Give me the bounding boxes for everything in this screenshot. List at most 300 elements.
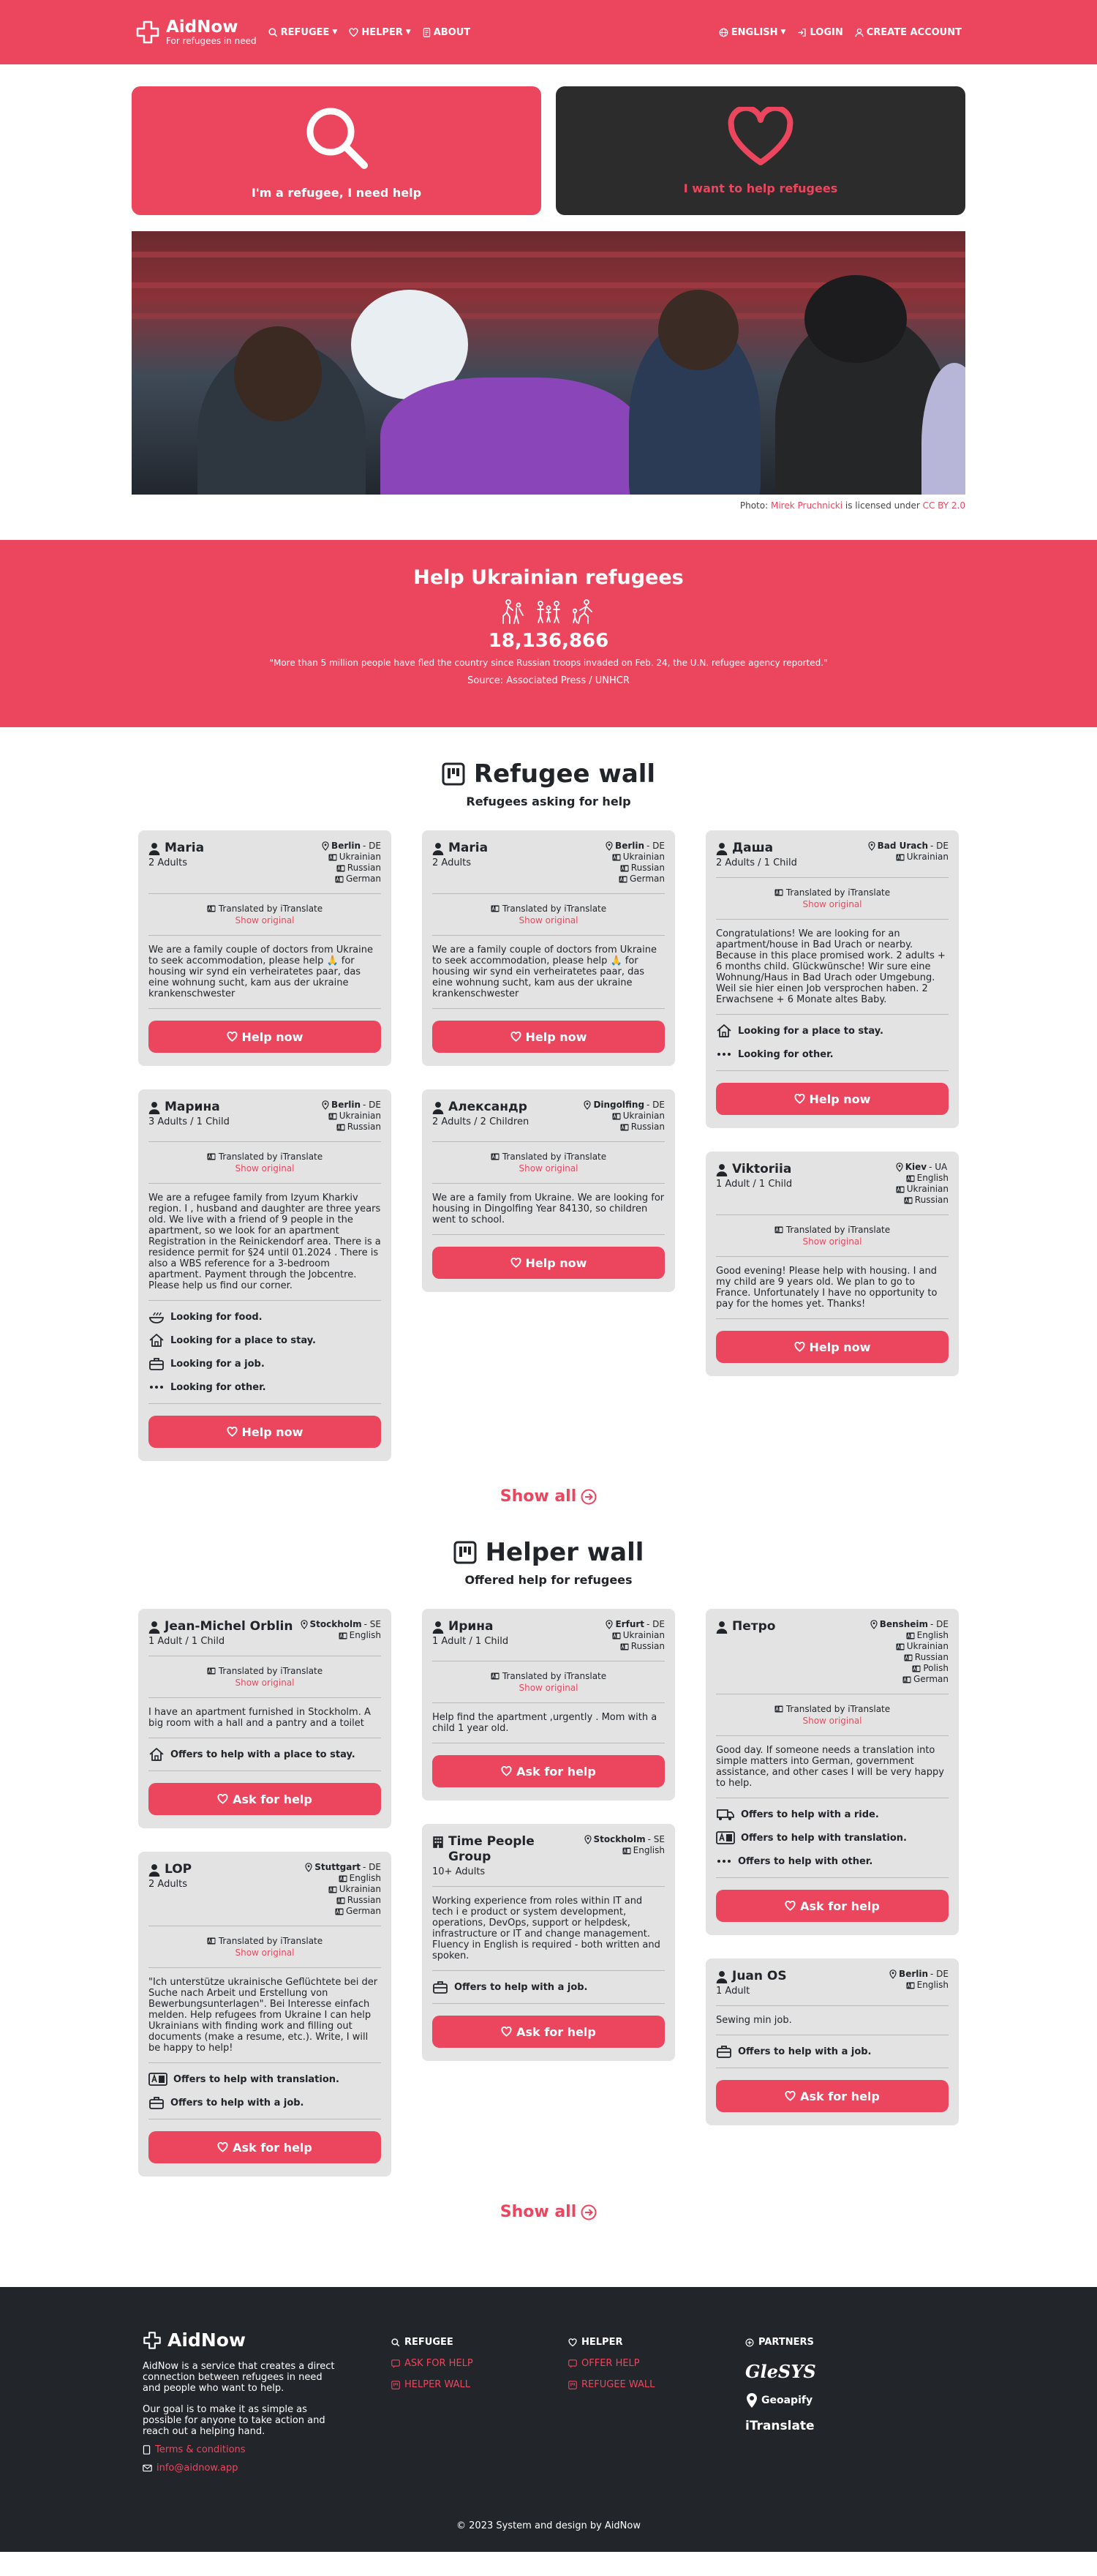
card-group-size: 1 Adult / 1 Child <box>432 1636 509 1647</box>
translate-icon <box>906 1982 915 1989</box>
helper-card <box>706 1609 959 1935</box>
translate-icon <box>896 1643 905 1651</box>
help-now-button[interactable]: Help now <box>716 1331 949 1363</box>
document-icon <box>423 28 431 37</box>
card-language: Ukrainian <box>305 1884 381 1895</box>
helper-card <box>138 1852 391 2177</box>
map-pin-icon <box>889 1969 897 1979</box>
caret-down-icon: ▼ <box>405 29 411 36</box>
translate-icon <box>339 1632 347 1640</box>
refugee-card <box>706 830 959 1128</box>
wall-column <box>138 1609 391 2177</box>
helper-offer-help-card[interactable] <box>556 86 965 215</box>
card-location: Berlin - DE <box>322 841 381 852</box>
card-language: Polish <box>870 1663 949 1674</box>
refugee-need-help-card[interactable] <box>132 86 541 215</box>
card-message: We are a family from Ukraine. We are looking for housing in Dingolfing Year 84130, so children went to school. <box>432 1193 665 1225</box>
arrow-right-circle-icon <box>581 2204 597 2220</box>
help-now-button[interactable]: Help now <box>432 1021 665 1053</box>
card-need-item: Offers to help with translation. <box>716 1830 949 1845</box>
ask-for-help-button[interactable]: Ask for help <box>148 1783 381 1815</box>
card-location: Kiev - UA <box>896 1162 949 1173</box>
card-message: Good evening! Please help with housing. I and my child are 9 years old. We plan to go to France. Unfortunately I have no opportunity to pay for the homes yet. Thanks! <box>716 1266 938 1310</box>
wall-column <box>422 1609 675 2061</box>
translate-icon <box>207 905 216 912</box>
footer-brand: AidNow <box>143 2329 391 2351</box>
ask-for-help-button[interactable]: Ask for help <box>148 2131 381 2163</box>
card-group-size: 3 Adults / 1 Child <box>148 1116 230 1127</box>
card-language: Ukrainian <box>322 852 381 863</box>
card-language: English <box>870 1630 949 1641</box>
person-icon <box>432 1621 444 1634</box>
translate-icon <box>328 1886 337 1893</box>
job-icon <box>148 1356 165 1371</box>
card-need-item: Looking for other. <box>148 1380 381 1394</box>
help-now-button[interactable]: Help now <box>716 1083 949 1115</box>
license-link[interactable]: CC BY 2.0 <box>922 500 965 511</box>
card-name: Maria <box>165 841 205 855</box>
person-icon <box>716 1970 728 1983</box>
ask-for-help-button[interactable]: Ask for help <box>432 1755 665 1787</box>
heart-icon <box>794 1342 805 1352</box>
card-message: Working experience from roles within IT and tech i e product or system development, operations, DevOps, support or helpdesk, infrastructure or IT and change management. Fluency in English is required - both written and spoken. <box>432 1896 660 1961</box>
card-name: Time People Group <box>448 1834 535 1864</box>
footer-helper-heading: HELPER <box>568 2337 745 2348</box>
card-need-item: Offers to help with translation. <box>148 2072 381 2087</box>
wall-column <box>706 1609 959 2125</box>
partner-itranslate-logo[interactable]: iTranslate <box>745 2419 815 2433</box>
chat-heart-icon <box>391 2359 400 2368</box>
job-icon <box>148 2095 165 2110</box>
card-group-size: 2 Adults / 1 Child <box>716 857 797 868</box>
helper-wall-title: Helper wall <box>0 1538 1097 1567</box>
partner-glesys-logo[interactable]: GleSYS <box>745 2361 816 2382</box>
show-original-link[interactable]: Show original <box>519 915 578 925</box>
heart-icon <box>217 2142 228 2152</box>
refugee-show-all-link[interactable]: Show all <box>0 1487 1097 1506</box>
card-need-item: Looking for a job. <box>148 1356 381 1371</box>
card-name: Александр <box>448 1100 527 1114</box>
card-message: Sewing min job. <box>716 2015 792 2026</box>
email-link[interactable]: info@aidnow.app <box>143 2463 391 2474</box>
translate-icon <box>336 1124 345 1131</box>
search-icon <box>268 28 278 37</box>
help-now-button[interactable]: Help now <box>148 1021 381 1053</box>
translate-icon <box>207 1153 216 1160</box>
user-icon <box>855 28 864 37</box>
translate-icon <box>620 865 629 872</box>
search-icon <box>301 102 372 173</box>
house-icon <box>148 1333 165 1348</box>
card-message: I have an apartment furnished in Stockholm. A big room with a hall and a pantry and a toilet <box>148 1707 371 1729</box>
wall-column <box>706 830 959 1376</box>
card-group-size: 1 Adult <box>716 1986 750 1997</box>
map-pin-icon <box>745 2392 758 2408</box>
refugee-card <box>706 1152 959 1376</box>
card-name: Марина <box>165 1100 220 1114</box>
banner-quote: "More than 5 million people have fled the country since Russian troops invaded on Feb. 24, the U.N. refugee agency reported." <box>269 658 828 668</box>
card-message: Good day. If someone needs a translation into simple matters into German, government assistance, and other cases I will be very happy to help. <box>716 1745 944 1789</box>
nav-about-label: ABOUT <box>433 26 471 38</box>
card-group-size: 10+ Adults <box>432 1866 486 1877</box>
translation-notice: Translated by iTranslate Show original <box>148 903 381 926</box>
map-pin-icon <box>870 1620 878 1629</box>
heart-icon <box>349 28 358 37</box>
caret-down-icon: ▼ <box>780 29 786 36</box>
refugee-wall-subtitle: Refugees asking for help <box>466 795 631 808</box>
ride-icon <box>716 1807 735 1822</box>
refugee-card <box>138 1089 391 1461</box>
show-original-link[interactable]: Show original <box>802 899 862 909</box>
card-location: Berlin - DE <box>606 841 665 852</box>
photo-author-link[interactable]: Mirek Pruchnicki <box>770 500 843 511</box>
heart-icon <box>227 1032 238 1042</box>
card-location: Bad Urach - DE <box>868 841 949 852</box>
translate-icon <box>148 2072 167 2087</box>
translate-icon <box>622 1847 631 1855</box>
ask-for-help-button[interactable]: Ask for help <box>716 2080 949 2112</box>
map-pin-icon <box>322 1100 329 1110</box>
footer-ask-for-help-link[interactable]: ASK FOR HELP <box>391 2358 568 2369</box>
card-group-size: 1 Adult / 1 Child <box>148 1636 225 1647</box>
card-location: Stockholm - SE <box>584 1834 665 1845</box>
person-icon <box>148 842 160 855</box>
card-group-size: 2 Adults <box>148 1879 188 1890</box>
login-label: LOGIN <box>810 26 843 38</box>
card-language: English <box>305 1873 381 1884</box>
card-language: Ukrainian <box>868 852 949 863</box>
card-name: Jean-Michel Orblin <box>165 1619 293 1634</box>
show-original-link[interactable]: Show original <box>235 1948 295 1958</box>
refugee-card <box>422 1089 675 1292</box>
refugee-wall-grid <box>138 830 959 1461</box>
card-language: German <box>870 1674 949 1685</box>
map-pin-icon <box>305 1863 312 1872</box>
brand-tagline: For refugees in need <box>166 36 257 46</box>
translate-icon <box>906 1175 915 1182</box>
translation-notice: Translated by iTranslate Show original <box>716 1703 949 1727</box>
card-name: Viktoriia <box>732 1162 792 1176</box>
helper-wall-section <box>0 1538 1097 2221</box>
map-pin-icon <box>584 1835 592 1844</box>
translate-icon <box>619 876 627 883</box>
banner-source: Source: Associated Press / UNHCR <box>467 675 630 686</box>
helper-wall-subtitle: Offered help for refugees <box>464 1573 633 1587</box>
person-icon <box>716 1163 728 1176</box>
card-language: Russian <box>606 863 665 874</box>
chat-heart-icon <box>568 2359 577 2368</box>
card-language: English <box>301 1630 381 1641</box>
person-icon <box>432 1101 444 1114</box>
heart-icon <box>510 1032 521 1042</box>
plus-circle-icon <box>745 2338 754 2347</box>
helper-card-label: I want to help refugees <box>683 181 838 195</box>
food-icon <box>148 1310 165 1324</box>
action-cards <box>132 86 965 215</box>
translate-icon <box>904 1654 913 1661</box>
wall-column <box>138 830 391 1461</box>
card-message: "Ich unterstütze ukrainische Geflüchtete bei der Suche nach Arbeit und Erstellung von Bewerbungsunterlagen". Bei Interesse einfach melden. Help refugees from Ukraine I can help Ukrainians with finding work and filling out documents (make a resume, etc.). Write, I will be happy to help! <box>148 1977 378 2054</box>
helper-card <box>138 1609 391 1828</box>
translate-icon <box>612 1632 621 1640</box>
card-language: Russian <box>322 1122 381 1133</box>
card-language: Ukrainian <box>606 852 665 863</box>
person-icon <box>148 1101 160 1114</box>
navbar <box>0 0 1097 64</box>
footer-partners-heading: PARTNERS <box>745 2337 891 2348</box>
nav-helper-label: HELPER <box>361 26 403 38</box>
helper-wall-grid <box>138 1609 959 2177</box>
translate-icon <box>491 1153 500 1160</box>
card-group-size: 2 Adults / 2 Children <box>432 1116 529 1127</box>
person-icon <box>148 1621 160 1634</box>
footer <box>0 2287 1097 2552</box>
envelope-icon <box>143 2464 152 2472</box>
heart-icon <box>794 1094 805 1104</box>
card-language: Ukrainian <box>606 1630 665 1641</box>
translation-notice: Translated by iTranslate Show original <box>716 1224 949 1247</box>
show-original-link[interactable]: Show original <box>802 1716 862 1726</box>
arrow-right-circle-icon <box>581 1489 597 1505</box>
dots-icon <box>716 1854 732 1869</box>
card-name: Maria <box>448 841 489 855</box>
language-label: ENGLISH <box>731 26 778 38</box>
translation-notice: Translated by iTranslate Show original <box>148 1665 381 1689</box>
partner-geoapify-logo[interactable]: Geoapify <box>745 2392 891 2408</box>
refugee-wall-section <box>0 759 1097 1506</box>
card-language: English <box>889 1980 949 1991</box>
footer-description: AidNow is a service that creates a direct connection between refugees in need and people who want to help. <box>143 2361 335 2394</box>
card-need-item: Looking for a place to stay. <box>716 1024 949 1038</box>
heart-icon <box>217 1794 228 1804</box>
refugee-card <box>138 830 391 1066</box>
card-location: Dingolfing - DE <box>584 1100 665 1111</box>
translate-icon <box>906 1632 915 1640</box>
translate-icon <box>339 1875 347 1882</box>
kanban-board-icon <box>391 2381 400 2389</box>
translate-icon <box>904 1197 913 1204</box>
card-location: Berlin - DE <box>889 1969 949 1980</box>
footer-goal: Our goal is to make it as simple as possible for anyone to take action and reach out a helping hand. <box>143 2404 325 2437</box>
heart-icon <box>785 2091 796 2101</box>
card-need-item: Offers to help with other. <box>716 1854 949 1869</box>
card-language: Russian <box>606 1641 665 1652</box>
language-dropdown[interactable] <box>719 27 786 38</box>
card-language: Russian <box>896 1195 949 1206</box>
nav-refugee-label: REFUGEE <box>280 26 330 38</box>
nav-about-link[interactable] <box>423 27 470 38</box>
footer-refugee-wall-link[interactable]: REFUGEE WALL <box>568 2379 745 2390</box>
card-language: German <box>305 1906 381 1917</box>
show-original-link[interactable]: Show original <box>235 1163 295 1174</box>
nav-refugee-dropdown[interactable] <box>268 27 338 38</box>
translate-icon <box>491 1672 500 1680</box>
card-language: English <box>896 1173 949 1184</box>
card-language: Ukrainian <box>584 1111 665 1122</box>
heart-icon <box>510 1258 521 1268</box>
translate-icon <box>902 1676 911 1683</box>
card-group-size: 2 Adults <box>148 857 188 868</box>
card-location: Stockholm - SE <box>301 1619 381 1630</box>
card-need-item: Offers to help with a place to stay. <box>148 1747 381 1762</box>
card-name: LOP <box>165 1862 192 1877</box>
translate-icon <box>774 1705 783 1713</box>
translate-icon <box>491 905 500 912</box>
helper-card <box>422 1824 675 2061</box>
card-location: Berlin - DE <box>322 1100 381 1111</box>
card-language: Russian <box>305 1895 381 1906</box>
card-location: Stuttgart - DE <box>305 1862 381 1873</box>
person-icon <box>432 842 444 855</box>
card-name: Ирина <box>448 1619 494 1634</box>
card-need-item: Offers to help with a ride. <box>716 1807 949 1822</box>
building-icon <box>432 1836 444 1849</box>
create-account-link[interactable] <box>855 27 962 38</box>
translate-icon <box>612 854 621 861</box>
footer-refugee-heading: REFUGEE <box>391 2337 568 2348</box>
person-icon <box>716 1621 728 1634</box>
refugee-wall-title: Refugee wall <box>0 759 1097 789</box>
card-language: Russian <box>870 1652 949 1663</box>
card-need-item: Looking for food. <box>148 1310 381 1324</box>
card-need-item: Looking for a place to stay. <box>148 1333 381 1348</box>
terms-link[interactable]: Terms & conditions <box>143 2444 391 2455</box>
kanban-board-icon <box>442 762 465 786</box>
card-message: We are a family couple of doctors from Ukraine to seek accommodation, please help 🙏 for housing wir synd ein verheiratetes paar, das eine wohnung sucht, kam aus der ukraine krankenschwester <box>148 945 373 999</box>
card-group-size: 2 Adults <box>432 857 472 868</box>
translate-icon <box>207 1937 216 1945</box>
brand-logo-link[interactable] <box>135 18 257 46</box>
footer-offer-help-link[interactable]: OFFER HELP <box>568 2358 745 2369</box>
person-icon <box>148 1863 160 1877</box>
caret-down-icon: ▼ <box>332 29 338 36</box>
house-icon <box>716 1024 732 1038</box>
helper-show-all-link[interactable]: Show all <box>0 2203 1097 2221</box>
card-message: We are a refugee family from Izyum Kharkiv region. I , husband and daughter are three years old. We live with a friend of 9 people in the apartment, so we look for an apartment Registration in the Reinickendorf area. There is a residence permit for §24 until 01.2024 . There is also a WBS reference for a 3-bedroom apartment. Payment through the Jobcentre. Please help us find our corner. <box>148 1193 381 1291</box>
map-pin-icon <box>868 841 875 851</box>
copyright: © 2023 System and design by AidNow <box>456 2520 641 2531</box>
dots-icon <box>716 1047 732 1062</box>
card-language: German <box>606 874 665 885</box>
translate-icon <box>335 1908 344 1915</box>
show-original-link[interactable]: Show original <box>235 915 295 925</box>
refugee-card <box>422 830 675 1066</box>
card-need-item: Offers to help with a job. <box>432 1980 665 1994</box>
card-need-item: Looking for other. <box>716 1047 949 1062</box>
card-name: Juan OS <box>732 1969 787 1983</box>
map-pin-icon <box>322 841 329 851</box>
map-pin-icon <box>606 841 613 851</box>
show-original-link[interactable]: Show original <box>519 1163 578 1174</box>
card-message: Help find the apartment ,urgently . Mom with a child 1 year old. <box>432 1712 657 1734</box>
stats-banner <box>0 540 1097 727</box>
house-icon <box>148 1747 165 1762</box>
card-need-item: Offers to help with a job. <box>148 2095 381 2110</box>
help-now-button[interactable]: Help now <box>148 1416 381 1448</box>
card-language: Ukrainian <box>870 1641 949 1652</box>
login-icon <box>797 28 807 37</box>
card-group-size: 1 Adult / 1 Child <box>716 1179 793 1190</box>
plus-cross-icon <box>143 2331 162 2350</box>
translation-notice: Translated by iTranslate Show original <box>148 1935 381 1959</box>
refugee-card-label: I'm a refugee, I need help <box>251 185 422 200</box>
translation-notice: Translated by iTranslate Show original <box>432 1670 665 1694</box>
translate-icon <box>716 1830 735 1845</box>
helper-card <box>422 1609 675 1800</box>
card-name: Петро <box>732 1619 776 1634</box>
map-pin-icon <box>606 1620 613 1629</box>
translate-icon <box>896 1186 905 1193</box>
show-original-link[interactable]: Show original <box>802 1236 862 1247</box>
translation-notice: Translated by iTranslate Show original <box>432 903 665 926</box>
translate-icon <box>774 1226 783 1233</box>
ask-for-help-button[interactable]: Ask for help <box>716 1890 949 1922</box>
card-need-item: Offers to help with a job. <box>716 2044 949 2059</box>
nav-helper-dropdown[interactable] <box>349 27 410 38</box>
job-icon <box>716 2044 732 2059</box>
translate-icon <box>336 1897 345 1904</box>
translate-icon <box>335 876 344 883</box>
translation-notice: Translated by iTranslate Show original <box>432 1151 665 1174</box>
card-message: We are a family couple of doctors from Ukraine to seek accommodation, please help 🙏 for housing wir synd ein verheiratetes paar, das eine wohnung sucht, kam aus der ukraine krankenschwester <box>432 945 657 999</box>
footer-helper-wall-link[interactable]: HELPER WALL <box>391 2379 568 2390</box>
heart-icon <box>568 2338 577 2347</box>
card-language: German <box>322 874 381 885</box>
show-original-link[interactable]: Show original <box>235 1678 295 1688</box>
wall-column <box>422 830 675 1292</box>
banner-title: Help Ukrainian refugees <box>413 566 684 589</box>
card-message: Congratulations! We are looking for an apartment/house in Bad Urach or nearby. Because in this place promised work. 2 adults + 6 months child. Glückwünsche! Wir sure eine Wohnung/Haus in Bad Urach oder Umgebung. Weil sie hier einen Job versprochen haben. 2 Erwachsene + 6 Monate altes Baby. <box>716 928 946 1005</box>
ask-for-help-button[interactable]: Ask for help <box>432 2016 665 2048</box>
heart-icon <box>785 1901 796 1911</box>
hero-photo <box>132 231 965 495</box>
heart-icon <box>501 2027 512 2037</box>
heart-icon <box>501 1766 512 1776</box>
show-original-link[interactable]: Show original <box>519 1683 578 1693</box>
brand-name: AidNow <box>166 18 238 37</box>
translate-icon <box>328 854 337 861</box>
card-language: Ukrainian <box>896 1184 949 1195</box>
map-pin-icon <box>896 1163 903 1172</box>
login-link[interactable] <box>797 27 842 38</box>
refugees-walking-icon <box>0 599 1097 624</box>
heart-icon <box>725 107 796 168</box>
globe-icon <box>719 28 728 37</box>
heart-icon <box>227 1427 238 1437</box>
translate-icon <box>336 865 345 872</box>
translate-icon <box>620 1124 629 1131</box>
dots-icon <box>148 1380 165 1394</box>
translate-icon <box>774 889 783 896</box>
refugee-count: 18,136,866 <box>488 630 609 652</box>
card-name: Даша <box>732 841 774 855</box>
plus-cross-icon <box>135 20 160 45</box>
translate-icon <box>912 1665 921 1672</box>
translate-icon <box>620 1643 629 1651</box>
card-language: English <box>584 1845 665 1856</box>
card-language: Russian <box>322 863 381 874</box>
document-icon <box>143 2445 151 2455</box>
help-now-button[interactable]: Help now <box>432 1247 665 1279</box>
helper-card <box>706 1959 959 2125</box>
card-location: Erfurt - DE <box>606 1619 665 1630</box>
job-icon <box>432 1980 448 1994</box>
search-icon <box>391 2338 400 2347</box>
translate-icon <box>612 1113 621 1120</box>
kanban-board-icon <box>453 1541 477 1564</box>
translate-icon <box>207 1667 216 1675</box>
translate-icon <box>896 854 905 861</box>
